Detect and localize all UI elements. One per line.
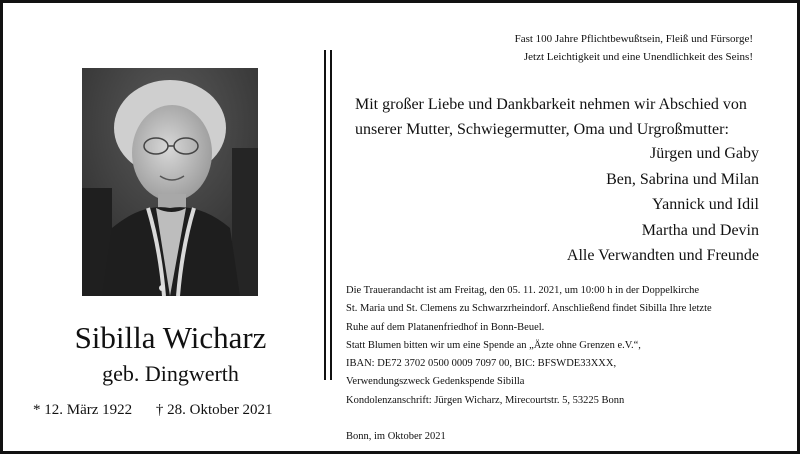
farewell-line: Mit großer Liebe und Dankbarkeit nehmen wir Abschied von xyxy=(355,96,747,113)
motto-line: Fast 100 Jahre Pflichtbewußtsein, Fleiß und Fürsorge! xyxy=(514,33,753,45)
portrait-photo xyxy=(82,68,258,296)
service-details xyxy=(346,282,776,410)
death-date: † 28. Oktober 2021 xyxy=(155,402,273,418)
details-line: IBAN: DE72 3702 0500 0009 7097 00, BIC: BFSWDE33XXX, xyxy=(346,358,617,370)
place-date: Bonn, im Oktober 2021 xyxy=(346,431,446,442)
divider-line-right xyxy=(330,50,332,380)
mourner-entry: Martha und Devin xyxy=(641,221,759,239)
details-line: St. Maria und St. Clemens zu Schwarzrheindorf. Anschließend findet Sibilla Ihre letzte xyxy=(346,303,712,315)
birth-date: * 12. März 1922 xyxy=(33,402,133,418)
mourner-entry: Jürgen und Gaby xyxy=(649,145,759,162)
deceased-name: Sibilla Wicharz xyxy=(74,320,267,355)
mourners-list xyxy=(567,141,759,269)
mourner-entry: Ben, Sabrina und Milan xyxy=(606,170,759,188)
divider-line-left xyxy=(324,50,326,380)
birth-name: geb. Dingwerth xyxy=(102,361,239,386)
details-line: Statt Blumen bitten wir um eine Spende an „Äzte ohne Grenzen e.V.“, xyxy=(346,339,641,351)
mourner-entry: Yannick und Idil xyxy=(652,196,759,214)
details-line: Verwendungszweck Gedenkspende Sibilla xyxy=(346,376,525,388)
life-dates xyxy=(33,400,323,420)
motto xyxy=(515,30,753,66)
details-line: Kondolenzanschrift: Jürgen Wicharz, Mirecourtstr. 5, 53225 Bonn xyxy=(346,394,625,406)
details-line: Die Trauerandacht ist am Freitag, den 05. 11. 2021, um 10:00 h in der Doppelkirche xyxy=(346,285,700,296)
mourner-entry: Alle Verwandten und Freunde xyxy=(566,247,759,265)
farewell-line: unserer Mutter, Schwiegermutter, Oma und Urgroßmutter: xyxy=(355,121,729,138)
motto-line: Jetzt Leichtigkeit und eine Unendlichkeit des Seins! xyxy=(523,51,753,63)
farewell-text xyxy=(355,92,765,142)
details-line: Ruhe auf dem Platanenfriedhof in Bonn-Beuel. xyxy=(346,321,545,333)
